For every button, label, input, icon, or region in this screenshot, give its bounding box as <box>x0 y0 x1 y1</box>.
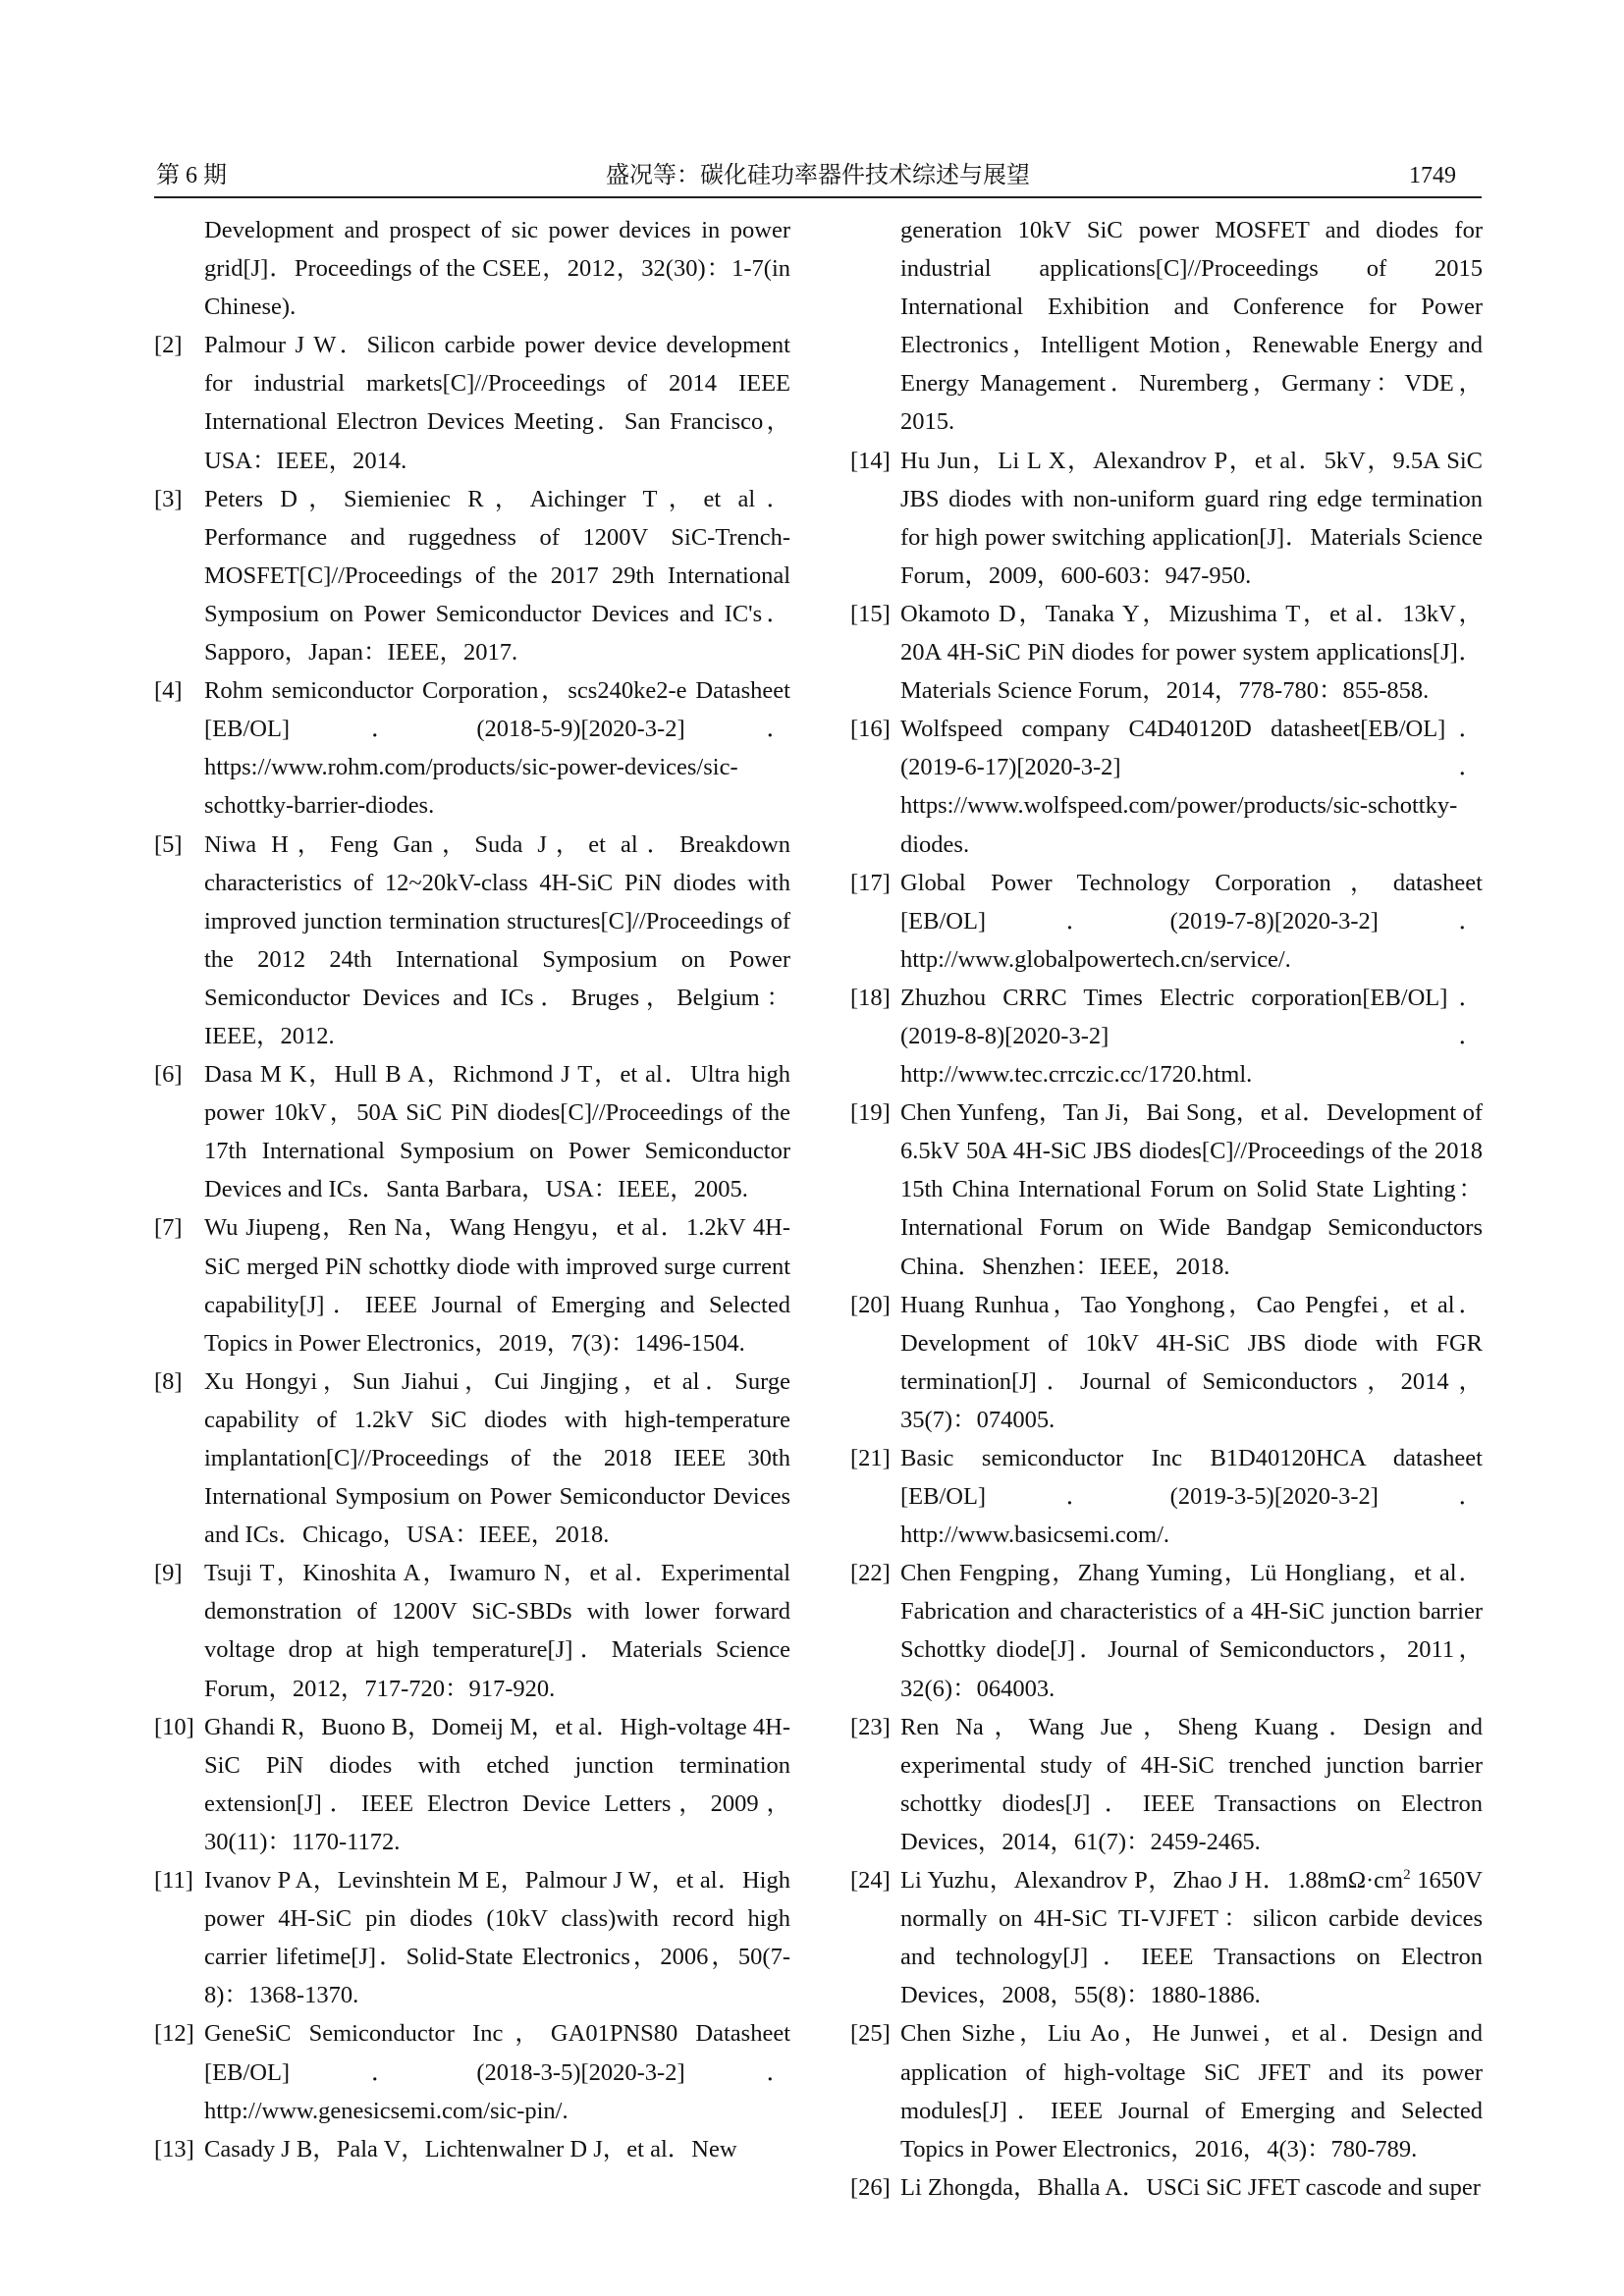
reference-number: [19] <box>850 1099 891 1127</box>
reference-item <box>850 864 1483 979</box>
reference-number: [6] <box>154 1061 183 1089</box>
reference-item <box>154 326 790 479</box>
reference-text-part: 1650V normally on 4H-SiC TI-VJFET：silicon carbide devices and technology[J]．IEEE Transactions on Electron Devices，2008，55(8)：1880-1886. <box>900 1867 1484 2009</box>
reference-text <box>900 1861 1483 2014</box>
reference-number: [26] <box>850 2173 891 2201</box>
reference-continuation: generation 10kV SiC power MOSFET and diodes for industrial applications[C]//Proceedings of 2015 International Exhibition and Conference for Power Electronics，Intelligent Motion，Renewable Energy and Energy Management．Nuremberg，Germany：VDE，2015. <box>900 217 1483 436</box>
reference-item <box>850 595 1483 710</box>
reference-item <box>154 2014 790 2129</box>
reference-number: [14] <box>850 447 891 474</box>
reference-text: Basic semiconductor Inc B1D40120HCA datasheet [EB/OL]．(2019-3-5)[2020-3-2]．http://www.basicsemi.com/. <box>900 1445 1483 1549</box>
reference-text-part: Li Yuzhu，Alexandrov P，Zhao J H．1.88mΩ·cm <box>900 1867 1404 1895</box>
reference-number: [4] <box>154 677 183 705</box>
reference-text: Hu Jun，Li L X，Alexandrov P，et al．5kV，9.5A SiC JBS diodes with non-uniform guard ring edge termination for high power switching application[J]．Materials Science Forum，2009，600-603：947-950. <box>900 447 1483 589</box>
reference-continuation: Development and prospect of sic power devices in power grid[J]．Proceedings of the CSEE，2012，32(30)：1-7(in Chinese). <box>204 217 790 321</box>
reference-item <box>154 826 790 1056</box>
reference-text: GeneSiC Semiconductor Inc，GA01PNS80 Datasheet [EB/OL]．(2018-3-5)[2020-3-2]．http://www.genesicsemi.com/sic-pin/. <box>204 2020 790 2124</box>
reference-item <box>850 979 1483 1094</box>
reference-number: [20] <box>850 1291 891 1318</box>
reference-number: [13] <box>154 2135 194 2163</box>
reference-item <box>154 2130 790 2168</box>
reference-number: [2] <box>154 332 183 359</box>
reference-item <box>154 1708 790 1861</box>
reference-text: Zhuzhou CRRC Times Electric corporation[EB/OL]．(2019-8-8)[2020-3-2]．http://www.tec.crrczic.cc/1720.html. <box>900 984 1483 1089</box>
reference-text: Dasa M K，Hull B A，Richmond J T，et al．Ultra high power 10kV，50A SiC PiN diodes[C]//Proceedings of the 17th International Symposium on Power Semiconductor Devices and ICs．Santa Barbara，USA：IEEE，2005. <box>204 1061 790 1203</box>
reference-text: Casady J B，Pala V，Lichtenwalner D J，et al．New <box>204 2135 737 2163</box>
reference-text: Huang Runhua，Tao Yonghong，Cao Pengfei，et al．Development of 10kV 4H-SiC JBS diode with FGR termination[J]．Journal of Semiconductors，2014，35(7)：074005. <box>900 1291 1483 1433</box>
reference-number: [18] <box>850 984 891 1011</box>
reference-item <box>850 442 1483 595</box>
reference-item <box>850 710 1483 863</box>
reference-item <box>154 1055 790 1208</box>
reference-text: Xu Hongyi，Sun Jiahui，Cui Jingjing，et al．Surge capability of 1.2kV SiC diodes with high-temperature implantation[C]//Proceedings of the 2018 IEEE 30th International Symposium on Power Semiconductor Devices and ICs．Chicago，USA：IEEE，2018. <box>204 1367 790 1549</box>
running-title: 盛况等：碳化硅功率器件技术综述与展望 <box>606 163 1030 188</box>
reference-text: Palmour J W．Silicon carbide power device development for industrial markets[C]//Proceedings of 2014 IEEE International Electron Devices Meeting．San Francisco，USA：IEEE，2014. <box>204 332 790 474</box>
issue-label: 第 6 期 <box>156 163 227 188</box>
reference-text: Chen Yunfeng，Tan Ji，Bai Song，et al．Development of 6.5kV 50A 4H-SiC JBS diodes[C]//Proceedings of the 2018 15th China International Forum on Solid State Lighting：International Forum on Wide Bandgap Semiconductors China．Shenzhen：IEEE，2018. <box>900 1099 1483 1280</box>
reference-text: Ren Na，Wang Jue，Sheng Kuang．Design and experimental study of 4H-SiC trenched junction barrier schottky diodes[J]．IEEE Transactions on Electron Devices，2014，61(7)：2459-2465. <box>900 1713 1483 1855</box>
reference-item <box>850 1554 1483 1707</box>
reference-number: [8] <box>154 1367 183 1395</box>
reference-number: [16] <box>850 716 891 743</box>
reference-text: Ivanov P A，Levinshtein M E，Palmour J W，et al．High power 4H-SiC pin diodes (10kV class)with record high carrier lifetime[J]．Solid-State Electronics，2006，50(7-8)：1368-1370. <box>204 1867 790 2009</box>
reference-text: Wu Jiupeng，Ren Na，Wang Hengyu，et al．1.2kV 4H-SiC merged PiN schottky diode with improved surge current capability[J]．IEEE Journal of Emerging and Selected Topics in Power Electronics，2019，7(3)：1496-1504. <box>204 1214 790 1357</box>
reference-item <box>154 1861 790 2014</box>
reference-item <box>850 1094 1483 1285</box>
reference-text: Chen Fengping，Zhang Yuming，Lü Hongliang，et al．Fabrication and characteristics of a 4H-SiC junction barrier Schottky diode[J]．Journal of Semiconductors，2011，32(6)：064003. <box>900 1560 1483 1702</box>
reference-number: [9] <box>154 1560 183 1587</box>
reference-item <box>154 480 790 671</box>
reference-item <box>154 1554 790 1707</box>
reference-column-right <box>850 211 1483 2207</box>
running-header <box>154 157 1482 198</box>
reference-item <box>154 1362 790 1554</box>
reference-number: [22] <box>850 1560 891 1587</box>
reference-text: Niwa H，Feng Gan，Suda J，et al．Breakdown characteristics of 12~20kV-class 4H-SiC PiN diodes with improved junction termination structures[C]//Proceedings of the 2012 24th International Symposium on Power Semiconductor Devices and ICs．Bruges，Belgium：IEEE，2012. <box>204 830 790 1049</box>
reference-number: [23] <box>850 1713 891 1740</box>
reference-text: Wolfspeed company C4D40120D datasheet[EB/OL]．(2019-6-17)[2020-3-2]．https://www.wolfspeed.com/power/products/sic-schottky-diodes. <box>900 716 1483 858</box>
reference-item <box>850 1439 1483 1554</box>
reference-text: Ghandi R，Buono B，Domeij M，et al．High-voltage 4H-SiC PiN diodes with etched junction termination extension[J]．IEEE Electron Device Letters，2009，30(11)：1170-1172. <box>204 1713 790 1855</box>
reference-text: Rohm semiconductor Corporation，scs240ke2-e Datasheet [EB/OL]．(2018-5-9)[2020-3-2]．https://www.rohm.com/products/sic-power-devices/sic-schottky-barrier-diodes. <box>204 677 790 820</box>
reference-text: Chen Sizhe，Liu Ao，He Junwei，et al．Design and application of high-voltage SiC JFET and its power modules[J]．IEEE Journal of Emerging and Selected Topics in Power Electronics，2016，4(3)：780-789. <box>900 2020 1483 2163</box>
reference-number: [3] <box>154 485 183 512</box>
reference-number: [11] <box>154 1867 193 1895</box>
reference-item <box>154 671 790 825</box>
reference-item <box>850 1708 1483 1861</box>
reference-number: [12] <box>154 2020 194 2048</box>
reference-text: Global Power Technology Corporation，datasheet [EB/OL]．(2019-7-8)[2020-3-2]．http://www.globalpowertech.cn/service/. <box>900 869 1483 973</box>
reference-item <box>850 2014 1483 2167</box>
reference-number: [24] <box>850 1867 891 1895</box>
superscript: 2 <box>1403 1866 1411 1883</box>
reference-item <box>850 2168 1483 2207</box>
reference-item <box>154 1208 790 1362</box>
reference-number: [25] <box>850 2020 891 2048</box>
reference-number: [21] <box>850 1445 891 1471</box>
reference-number: [7] <box>154 1214 183 1242</box>
reference-number: [10] <box>154 1713 194 1740</box>
reference-item <box>850 1286 1483 1439</box>
reference-text: Li Zhongda，Bhalla A．USCi SiC JFET cascode and super <box>900 2173 1481 2201</box>
reference-number: [17] <box>850 869 891 896</box>
reference-number: [5] <box>154 830 183 858</box>
reference-text: Tsuji T，Kinoshita A，Iwamuro N，et al．Experimental demonstration of 1200V SiC-SBDs with lower forward voltage drop at high temperature[J]．Materials Science Forum，2012，717-720：917-920. <box>204 1560 790 1702</box>
reference-text: Okamoto D，Tanaka Y，Mizushima T，et al．13kV，20A 4H-SiC PiN diodes for power system applications[J]．Materials Science Forum，2014，778-780：855-858. <box>900 600 1483 705</box>
reference-number: [15] <box>850 600 891 627</box>
reference-item <box>850 1861 1483 2014</box>
page-number: 1749 <box>1409 163 1456 188</box>
reference-column-left <box>154 211 790 2168</box>
reference-text: Peters D，Siemieniec R，Aichinger T，et al．Performance and ruggedness of 1200V SiC-Trench-MOSFET[C]//Proceedings of the 2017 29th International Symposium on Power Semiconductor Devices and IC's．Sapporo，Japan：IEEE，2017. <box>204 485 790 667</box>
